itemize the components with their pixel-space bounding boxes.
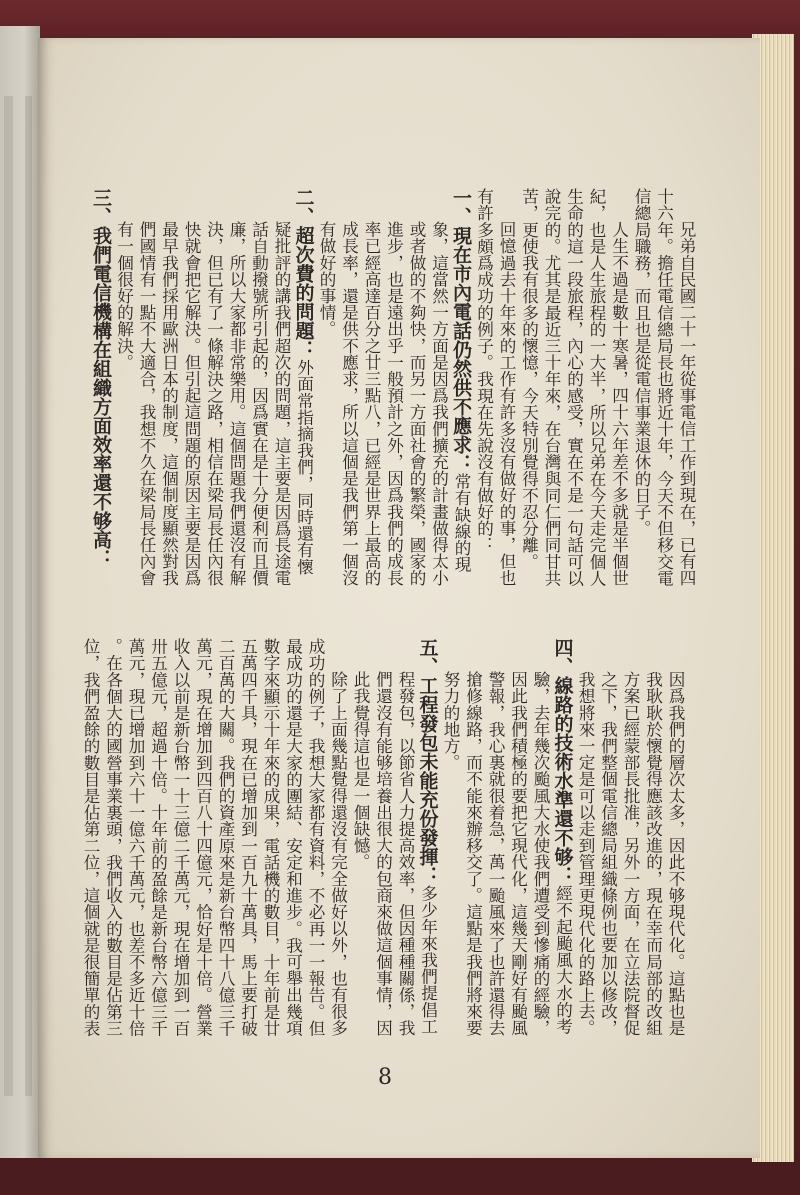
text-column: 五萬四千具，現在已增加到一百九十萬具，馬上要打破 <box>238 638 258 1037</box>
text-column: 有一個很好的解決。 <box>114 221 134 371</box>
section-heading-column <box>450 188 473 592</box>
text-column: 我耿耿於懷覺得應該改進的，現在幸而局部的改組 <box>643 671 663 1037</box>
section-heading: 二、超次費的問題： <box>292 188 315 359</box>
text-column: 最成功的還是大家的團結、安定和進步。我可舉出幾項 <box>283 638 303 1037</box>
text-column: 信總局職務，而且也是從電信事業退休的日子。 <box>632 188 651 537</box>
text-column: 說完的。尤其是最近三十年來，在台灣與同仁們同甘共 <box>542 188 561 587</box>
section-heading: 三、我們電信機構在組織方面效率還不够高： <box>90 188 112 568</box>
text-column: 因此我們積極的要把它現代化，這幾天剛好有颱風 <box>508 671 528 1037</box>
text-column: 象，這當然一方面是因爲我們擴充的計畫做得太小 <box>429 221 449 587</box>
text-column: 我想將來一定是可以走到管理更現代化的路上去。 <box>576 671 595 1037</box>
text-column: 成長率，還是供不應求，所以這個是我們第一個沒 <box>339 221 359 587</box>
text-column: 因爲我們的層次太多，因此不够現代化。這點也是 <box>666 671 685 1037</box>
text-column: 紀，也是人生旅程的一大半，所以兄弟在今天走完個人 <box>587 188 606 587</box>
text-column: 進步，也是遠出乎一般預計之外，因爲我們的成長 <box>384 221 404 587</box>
text-column: 人生不過是數十寒暑，四十六年差不多就是半個世 <box>609 221 629 587</box>
text-column: 除了上面幾點覺得還沒有完全做好以外，也有很多 <box>328 671 348 1037</box>
text-column: 程發包，以節省人力提高效率，但因種種關係，我 <box>396 671 415 1037</box>
text-column: 之下，我們整個電信總局組織條例也要加以修改， <box>598 671 618 1037</box>
text-column: 警報，我心裏就很着急，萬一颱風來了也許還得去 <box>486 671 505 1037</box>
text-column: 數字來顯示十年來的成果，電話機的數目，十年前是廿 <box>261 638 280 1037</box>
text-column: 率已經高達百分之廿三點八，已經是世界上最高的 <box>362 221 381 587</box>
section-heading: 一、現在市內電話仍然供不應求： <box>450 188 472 473</box>
text-column: 卅五億元，超過十倍。十年前的盈餘是新台幣六億三千 <box>148 638 168 1037</box>
upper-text-block <box>89 188 697 592</box>
section-heading: 四、線路的技術水準還不够： <box>551 638 574 885</box>
lower-text-block <box>78 638 686 1042</box>
text-column: 驗，去年幾次颱風大水使我們遭受到慘痛的經驗， <box>531 671 550 1037</box>
column-text: 外面常指摘我們，同時還有懷 <box>294 359 314 575</box>
section-heading-column <box>292 188 315 592</box>
text-column: 有做好的事情。 <box>317 221 336 338</box>
column-text: 常有缺線的現 <box>452 473 471 573</box>
text-column: 們國情有一點不大適合，我想不久在梁局長任內會 <box>137 221 156 587</box>
facing-page-edge <box>0 26 40 1158</box>
text-column: 搶修線路，而不能來辦移交了。這點是我們將來要 <box>463 671 483 1037</box>
text-column: 位，我們盈餘的數目是佔第二位，這個就是很簡單的表 <box>81 638 100 1037</box>
text-column: 快就會把它解決。但引起這問題的原因主要是因爲 <box>182 221 201 587</box>
text-column: 有許多頗爲成功的例子。我現在先說沒有做好的： <box>474 188 494 554</box>
text-column: 廉，所以大家都非常樂用。這個問題我們還沒有解 <box>227 221 246 587</box>
text-column: 疑批評的講我們超次的問題，這主要是因爲長途電 <box>272 221 291 587</box>
page-number: 8 <box>378 1065 392 1090</box>
section-heading-column <box>90 188 113 592</box>
text-column: 話自動撥號所引起的，因爲實在是十分便利而且價 <box>249 221 269 587</box>
column-text: 經不起颱風大水的考 <box>553 885 573 1035</box>
column-text: 多少年來我們提倡工 <box>418 885 438 1035</box>
text-column: 收入以前是新台幣一十三億二千萬元，現在增加到一百 <box>171 638 190 1037</box>
text-column: 或者做的不夠快，而另一方面社會的繁榮，國家的 <box>407 221 426 587</box>
text-column: 們還沒有能够培養出很大的包商來做這個事情，因 <box>373 671 393 1037</box>
text-column: 。在各個大的國營事業裏頭，我們收入的數目是佔第三 <box>103 638 123 1037</box>
text-column: 此我覺得這也是一個缺憾。 <box>351 671 370 871</box>
text-column: 十六年。擔任電信總局長也將近十年，今天不但移交電 <box>654 188 674 587</box>
text-column: 方案已經蒙部長批准，另外一方面，在立法院督促 <box>621 671 640 1037</box>
section-heading: 五、工程發包未能充份發揮： <box>416 638 439 885</box>
text-column: 決，但已有了一條解決之路，相信在梁局長任內很 <box>204 221 224 587</box>
text-column: 兄弟自民國二十一年從事電信工作到現在，已有四 <box>677 221 696 587</box>
text-column: 回憶過去十年來的工作有許多沒有做好的事，但也 <box>497 221 516 587</box>
section-heading-column <box>416 638 439 1042</box>
text-column: 生命的這一段旅程，內心的感受，實在不是一句話可以 <box>564 188 584 587</box>
text-column: 二百萬的大關。我們的資產原來是新台幣四十八億三千 <box>216 638 235 1037</box>
text-column: 萬元，現已增加到六十一億六千萬元，也差不多近十倍 <box>126 638 145 1037</box>
text-column: 萬元，現在增加到四百八十四億元，恰好是十倍。營業 <box>193 638 213 1037</box>
section-heading-column <box>551 638 574 1042</box>
text-column: 苦，更使我有很多的懷憶，今天特別覺得不忍分離。 <box>519 188 539 570</box>
text-column: 努力的地方。 <box>441 671 460 771</box>
text-column: 成功的例子，我想大家都有資料，不必再一一報告。但 <box>306 638 325 1037</box>
text-column: 最早我們採用歐洲日本的制度，這個制度顯然對我 <box>159 221 179 587</box>
